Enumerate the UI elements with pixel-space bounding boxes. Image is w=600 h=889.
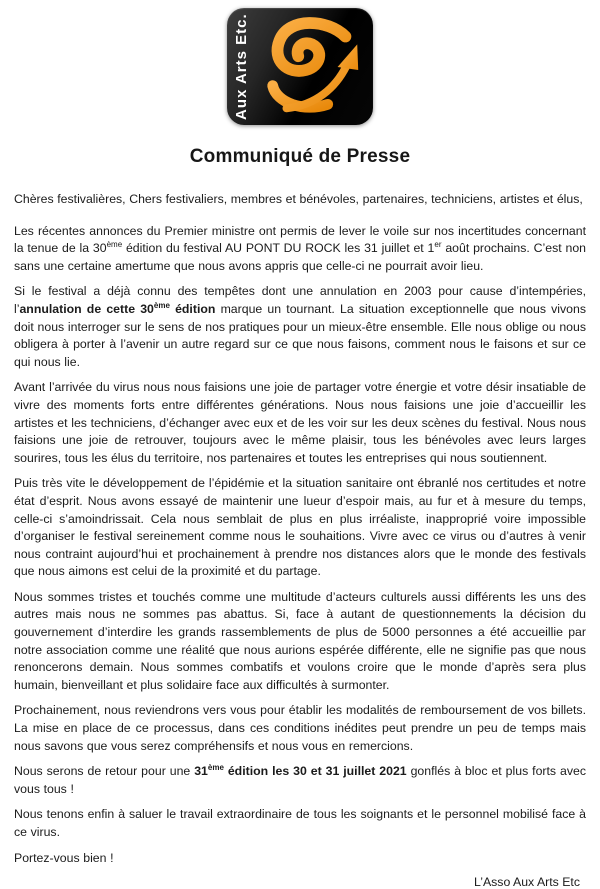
body-text [14,191,586,867]
body-paragraph [14,283,586,371]
body-paragraph [14,763,586,798]
body-paragraph [14,589,586,695]
text-segment: août prochains. C’est non sans une certaine amertume que nous avons appris que celle-ci ne pourrait avoir lieu. [14,241,586,273]
text-segment: Les récentes annonces du Premier ministre ont permis de lever le voile sur nos incertitudes concernant la tenue de la 30 [14,223,586,256]
text-segment: gonflés à bloc et plus forts avec vous tous ! [14,764,587,796]
text-segment: marque un tournant. La situation exceptionnelle que nous vivons doit nous interroger sur le sens de nos pratiques pour un mieux-être ensemble. Elle nous oblige ou nous obligera à porter à l’avenir un autre regard sur ce que nous faisons, comment nous le faisons et sur ce qui nous lie. [14,301,586,369]
logo-container [14,8,586,125]
text-segment: ème [106,240,123,250]
text-segment: Puis très vite le développement de l’épidémie et la situation sanitaire ont ébranlé nos certitudes et notre état d’esprit. Nous avons essayé de maintenir une lueur d’espoir mais, au fur et à mesure du temps, celle-ci s’amoindrissait. Cela nous semblait de plus en plus irréaliste, inapproprié voire impossible d’organiser le festival sereinement comme nous le souhaitions. Vivre avec ce virus ou d’autres à venir nous contraint aujourd’hui et prochainement à prendre nos distances alors que le monde des festivals que nous aimons est celui de la proximité et du partage. [14,476,586,579]
text-segment: ème [207,763,224,773]
swirl-arrow-icon [253,12,371,122]
text-segment: er [434,240,442,250]
signature: L’Asso Aux Arts Etc [474,875,580,889]
body-paragraph [14,806,586,841]
text-segment: Si le festival a déjà connu des tempêtes dont une annulation en 2003 pour cause d’intempéries, l’ [14,284,586,316]
body-paragraph [14,850,586,868]
text-segment: édition du festival AU PONT DU ROCK les 31 juillet et 1 [122,241,435,256]
text-segment: Nous serons de retour pour une [14,764,195,779]
body-paragraph [14,223,586,276]
text-segment: Avant l’arrivée du virus nous nous faisions une joie de partager votre énergie et votre désir insatiable de vivre des moments forts entre différentes générations. Nous nous faisions une joie d’accueillir les artistes et les techniciens, d’échanger avec eux et de les voir sur les deux scènes du festival. Nous nous faisions une joie de retrouver, toujours avec le même plaisir, tous les bénévoles avec leurs larges sourires, tous les élus du territoire, nos partenaires et toutes les entreprises qui nous soutiennent. [14,380,586,465]
body-paragraph [14,379,586,467]
text-segment: édition [169,301,216,316]
greeting-line [14,191,586,209]
body-paragraph [14,475,586,581]
text-segment: édition les 30 et 31 juillet 2021 [223,764,407,779]
text-segment: Nous sommes tristes et touchés comme une multitude d’acteurs culturels aussi différents les uns des autres mais nous ne sommes pas abattus. Si, face à autant de questionnements la décision du gouvernement d’interdire les grands rassemblements de plus de 5000 personnes a été accueillie par notre association comme une réalité que nous aurions espérée différente, elle ne signifie pas que nous renoncerons demain. Nous sommes combatifs et voulons croire que le monde d’après sera plus humain, bienveillant et plus solidaire face aux difficultés à surmonter. [14,589,586,692]
text-segment: ème [153,300,170,310]
text-segment: Nous tenons enfin à saluer le travail extraordinaire de tous les soignants et le personnel mobilisé face à ce virus. [14,807,586,839]
text-segment: 31 [194,764,208,779]
body-paragraph [14,702,586,755]
page-title: Communiqué de Presse [189,146,411,167]
text-segment: Prochainement, nous reviendrons vers vous pour établir les modalités de remboursement de vos billets. La mise en place de ce processus, dans ces conditions inédites peut prendre un peu de temps mais nous savons que vous serez compréhensifs et nous vous en remercions. [14,703,586,753]
aux-arts-etc-logo [227,8,373,125]
text-segment: annulation de cette 30 [19,301,154,316]
logo-label: Aux Arts Etc. [233,13,250,120]
text-segment: Chères festivalières, Chers festivaliers, membres et bénévoles, partenaires, techniciens, artistes et élus, [14,192,583,206]
text-segment: Portez-vous bien ! [14,850,114,865]
